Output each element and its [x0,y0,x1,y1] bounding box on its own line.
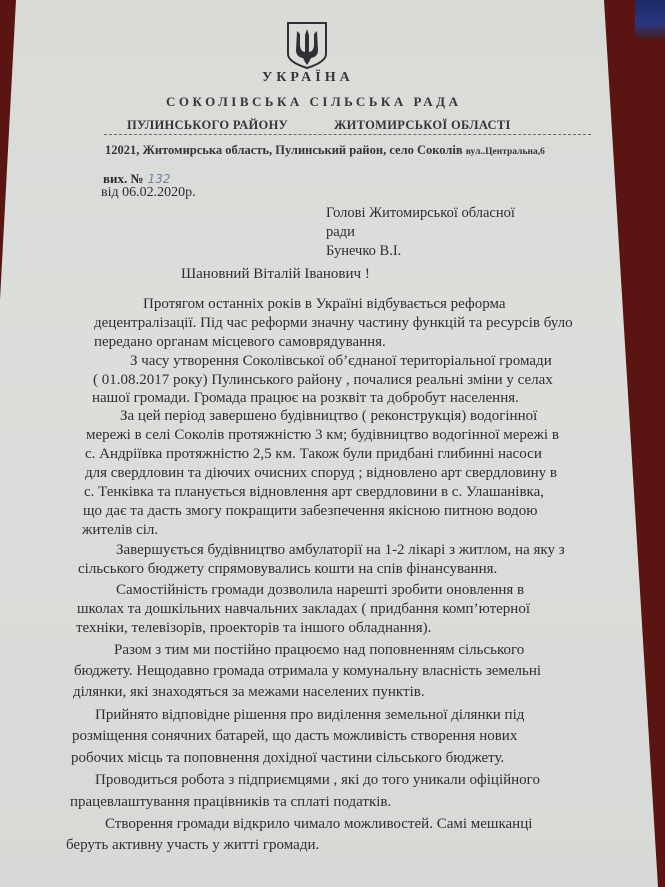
body-line: робочих місць та поповнення дохідної частини сільського бюджету. [71,750,505,766]
body-line: с. Андріївка протяжністю 2,5 км. Також були придбані глибинні насоси [85,446,542,462]
body-line: сільського бюджету спрямовувались кошти на спів фінансування. [78,561,498,577]
body-line: З часу утворення Соколівської об’єднаної територіальної громади [130,353,552,369]
body-line: Разом з тим ми постійно працюємо над поповненням сільського [114,642,525,658]
body-line: Завершується будівництво амбулаторії на 1-2 лікарі з житлом, на яку з [116,542,565,558]
letterhead-address [105,143,545,158]
body-line: бюджету. Нещодавно громада отримала у комунальну власність земельні [74,663,542,679]
body-line: передано органам місцевого самоврядування. [94,334,386,350]
letterhead-country: УКРАЇНА [262,70,354,85]
body-line: техніки, телевізорів, проекторів та іншого обладнання). [76,620,432,636]
body-line: що дає та дасть змогу покращити забезпечення якісною питною водою [83,503,538,519]
letterhead-oblast: ЖИТОМИРСЬКОЇ ОБЛАСТІ [334,118,511,132]
body-line: розміщення сонячних батарей, що дасть можливість створення нових [72,728,518,744]
outgoing-number-handwritten: 132 [147,172,171,186]
body-line: нашої громади. Громада працює на розквіт та добробут населення. [92,390,519,406]
body-line: Прийнято відповідне рішення про виділення земельної ділянки під [95,707,525,723]
recipient-line-2: ради [326,224,355,240]
letterhead-council-name: СОКОЛІВСЬКА СІЛЬСЬКА РАДА [166,94,462,109]
recipient-line-3: Бунечко В.І. [326,243,402,259]
body-line: децентралізації. Під час реформи значну частину функцій та ресурсів було [94,315,573,331]
body-line: для свердловин та діючих очисних споруд ; відновлено арт свердловину в [85,465,557,481]
body-line: жителів сіл. [82,522,159,538]
body-line: За цей період завершено будівництво ( реконструкція) водогінної [120,408,538,424]
letterhead-divider [104,134,591,135]
coat-of-arms-icon [287,22,327,69]
body-line: Самостійність громади дозволила нарешті зробити оновлення в [116,582,525,598]
body-line: ( 01.08.2017 року) Пулинського району , почалися реальні зміни у селах [93,372,553,388]
body-line: Створення громади відкрило чимало можливостей. Самі мешканці [105,816,533,832]
body-line: працевлаштування працівників та сплаті податків. [70,794,392,810]
body-line: ділянки, які знаходяться за межами населених пунктів. [73,684,425,700]
letterhead-district: ПУЛИНСЬКОГО РАЙОНУ [127,118,289,132]
body-line: беруть активну участь у житті громади. [66,837,320,853]
letter-date: від 06.02.2020р. [101,185,196,200]
body-line: с. Тенківка та планується відновлення арт свердловини в с. Улашанівка, [84,484,544,500]
address-text: 12021, Житомирська область, Пулинський район, село Соколів [105,143,466,157]
body-line: Протягом останніх років в Україні відбувається реформа [143,296,506,312]
outgoing-label: вих. № [103,171,144,186]
recipient-line-1: Голові Житомирської обласної [326,205,515,221]
body-line: школах та дошкільних навчальних закладах ( придбання комп’ютерної [77,601,530,617]
body-line: Проводиться робота з підприємцями , які до того уникали офіційного [95,772,540,788]
body-line: мережі в селі Соколів протяжністю 3 км; будівництво водогінної мережі в [86,427,559,443]
address-street: вул..Центральна,6 [465,147,545,157]
salutation: Шановний Віталій Іванович ! [181,266,370,282]
